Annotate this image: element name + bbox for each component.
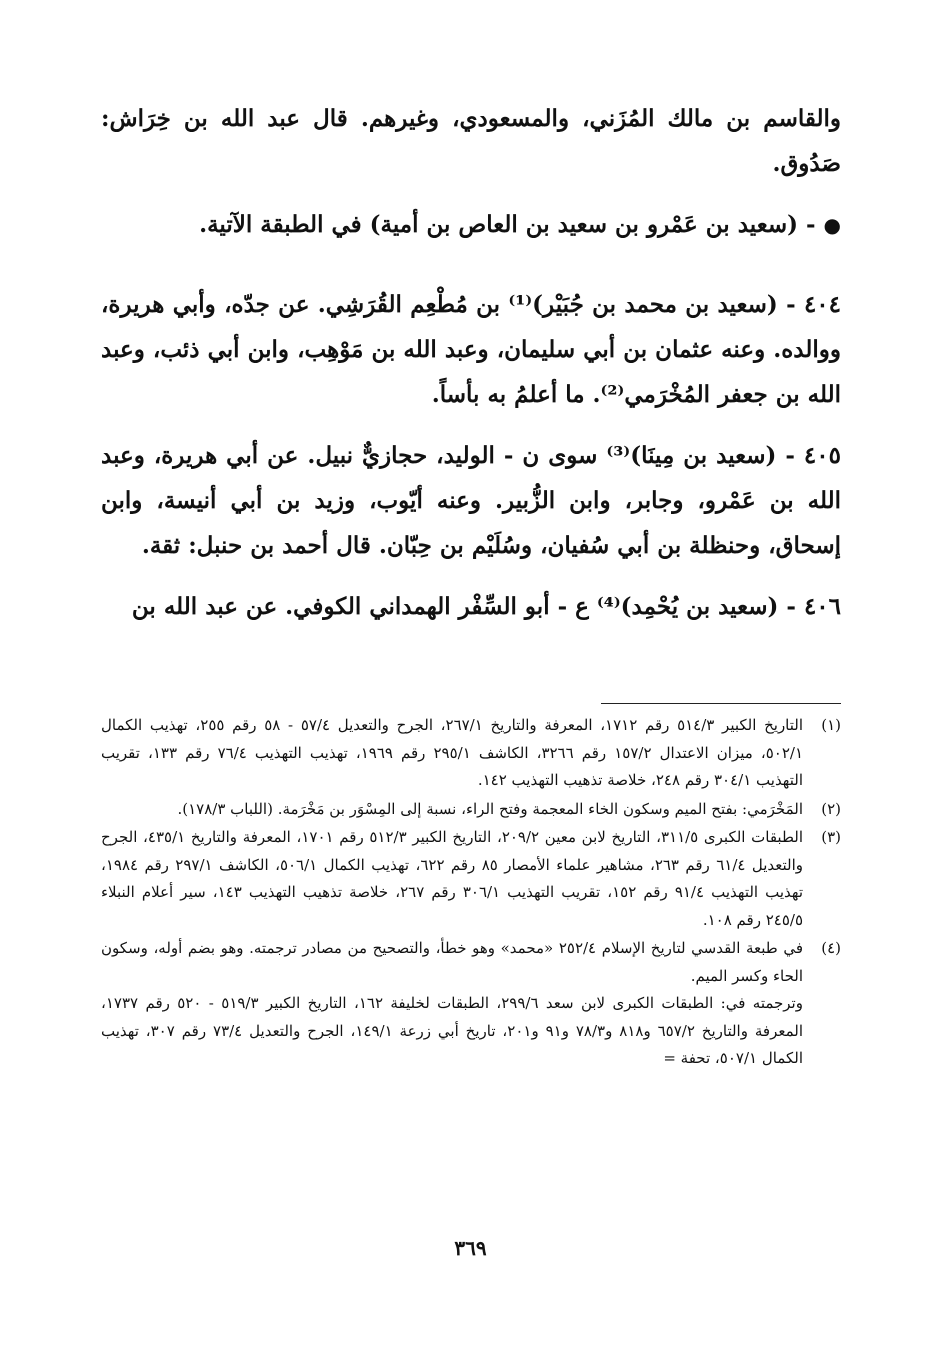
footnote-text: التاريخ الكبير ٥١٤/٣ رقم ١٧١٢، المعرفة والتاريخ ٢٦٧/١، الجرح والتعديل ٥٧/٤ - ٥٨ رقم ٢٥٥، تهذيب الكمال ٥٠٢/١، ميزان الاعتدال ١٥٧/٢ رقم ٣٢٦٦، الكاشف ٢٩٥/١ رقم ١٩٦٩، تهذيب التهذيب ٧٦/٤ رقم ١٣٣، تقريب التهذيب ٣٠٤/١ رقم ٢٤٨، خلاصة تذهيب التهذيب ١٤٢. xyxy=(101,716,804,789)
footnote-number: (٢) xyxy=(821,799,841,818)
footnote-text: المَخْرَمي: بفتح الميم وسكون الخاء المعجمة وفتح الراء، نسبة إلى المِسْوَر بن مَخْرَمة. (اللباب ١٧٨/٣). xyxy=(177,799,803,818)
footnote-number: (٤) xyxy=(821,939,841,957)
footnote-number: (٣) xyxy=(821,828,841,846)
footnote-1 xyxy=(101,712,841,795)
bullet-icon: ● xyxy=(823,213,841,237)
cross-reference-text: - (سعيد بن عَمْرو بن سعيد بن العاص بن أمية) في الطبقة الآتية. xyxy=(199,211,816,238)
footnote-number: (١) xyxy=(821,716,841,734)
paragraph-continuation: والقاسم بن مالك المُزَني، والمسعودي، وغيرهم. قال عبد الله بن خِرَاش: صَدُوق. xyxy=(101,105,841,177)
entry-405: ٤٠٥ - (سعيد بن مِينَا)⁽³⁾ سوى ن - الوليد، حجازيٌّ نبيل. عن أبي هريرة، وعبد الله بن عَمْرو، وجابر، وابن الزُّبير. وعنه أيّوب، وزيد بن أبي أنيسة، وابن إسحاق، وحنظلة بن أبي سُفيان، وسُلَيْم بن حِبّان. قال أحمد بن حنبل: ثقة. xyxy=(101,442,841,559)
footnote-4 xyxy=(101,935,841,1073)
footnote-text: الطبقات الكبرى ٣١١/٥، التاريخ لابن معين ٢٠٩/٢، التاريخ الكبير ٥١٢/٣ رقم ١٧٠١، المعرفة والتاريخ ٤٣٥/١، الجرح والتعديل ٦١/٤ رقم ٢٦٣، مشاهير علماء الأمصار ٨٥ رقم ٦٢٢، تهذيب الكمال ٥٠٦/١، الكاشف ٢٩٧/١ رقم ١٩٨٤، تهذيب التهذيب ٩١/٤ رقم ١٥٢، تقريب التهذيب ٣٠٦/١ رقم ٢٦٧، خلاصة تذهيب التهذيب ١٤٣، سير أعلام النبلاء ٢٤٥/٥ رقم ١٠٨. xyxy=(101,828,804,929)
entry-406: ٤٠٦ - (سعيد بن يُحْمِد)⁽⁴⁾ ع - أبو السِّفْر الهمداني الكوفي. عن عبد الله بن xyxy=(131,593,841,620)
footnote-text-continued: وترجمته في: الطبقات الكبرى لابن سعد ٢٩٩/٦، الطبقات لخليفة ١٦٢، التاريخ الكبير ٥١٩/٣ - ٥٢٠ رقم ١٧٣٧، المعرفة والتاريخ ٦٥٧/٢ و٨١٨ و٧٨/٣ و٩١ و٢٠١، تاريخ أبي زرعة ١٤٩/١، الجرح والتعديل ٧٣/٤ رقم ٣٠٧، تهذيب الكمال ٥٠٧/١، تحفة = xyxy=(101,994,804,1067)
footnote-3 xyxy=(101,824,841,934)
main-text xyxy=(101,96,841,629)
page-number: ٣٦٩ xyxy=(454,1236,487,1260)
footnote-divider xyxy=(601,703,841,704)
footnote-2 xyxy=(101,796,841,824)
footnotes xyxy=(101,712,841,1074)
footnote-text: في طبعة القدسي لتاريخ الإسلام ٢٥٢/٤ «محمد» وهو خطأ، والتصحيح من مصادر ترجمته. وهو بضم أوله، وسكون الحاء وكسر الميم. xyxy=(101,939,803,985)
entry-cross-reference xyxy=(101,202,841,248)
entry-404: ٤٠٤ - (سعيد بن محمد بن جُبَيْر)⁽¹⁾ بن مُطْعِم القُرَشِي. عن جدّه، وأبي هريرة، ووالده. وعنه عثمان بن أبي سليمان، وعبد الله بن مَوْهِب، وابن أبي ذئب، وعبد الله بن جعفر المُخْرَمي⁽²⁾. ما أعلمُ به بأساً. xyxy=(101,291,841,408)
